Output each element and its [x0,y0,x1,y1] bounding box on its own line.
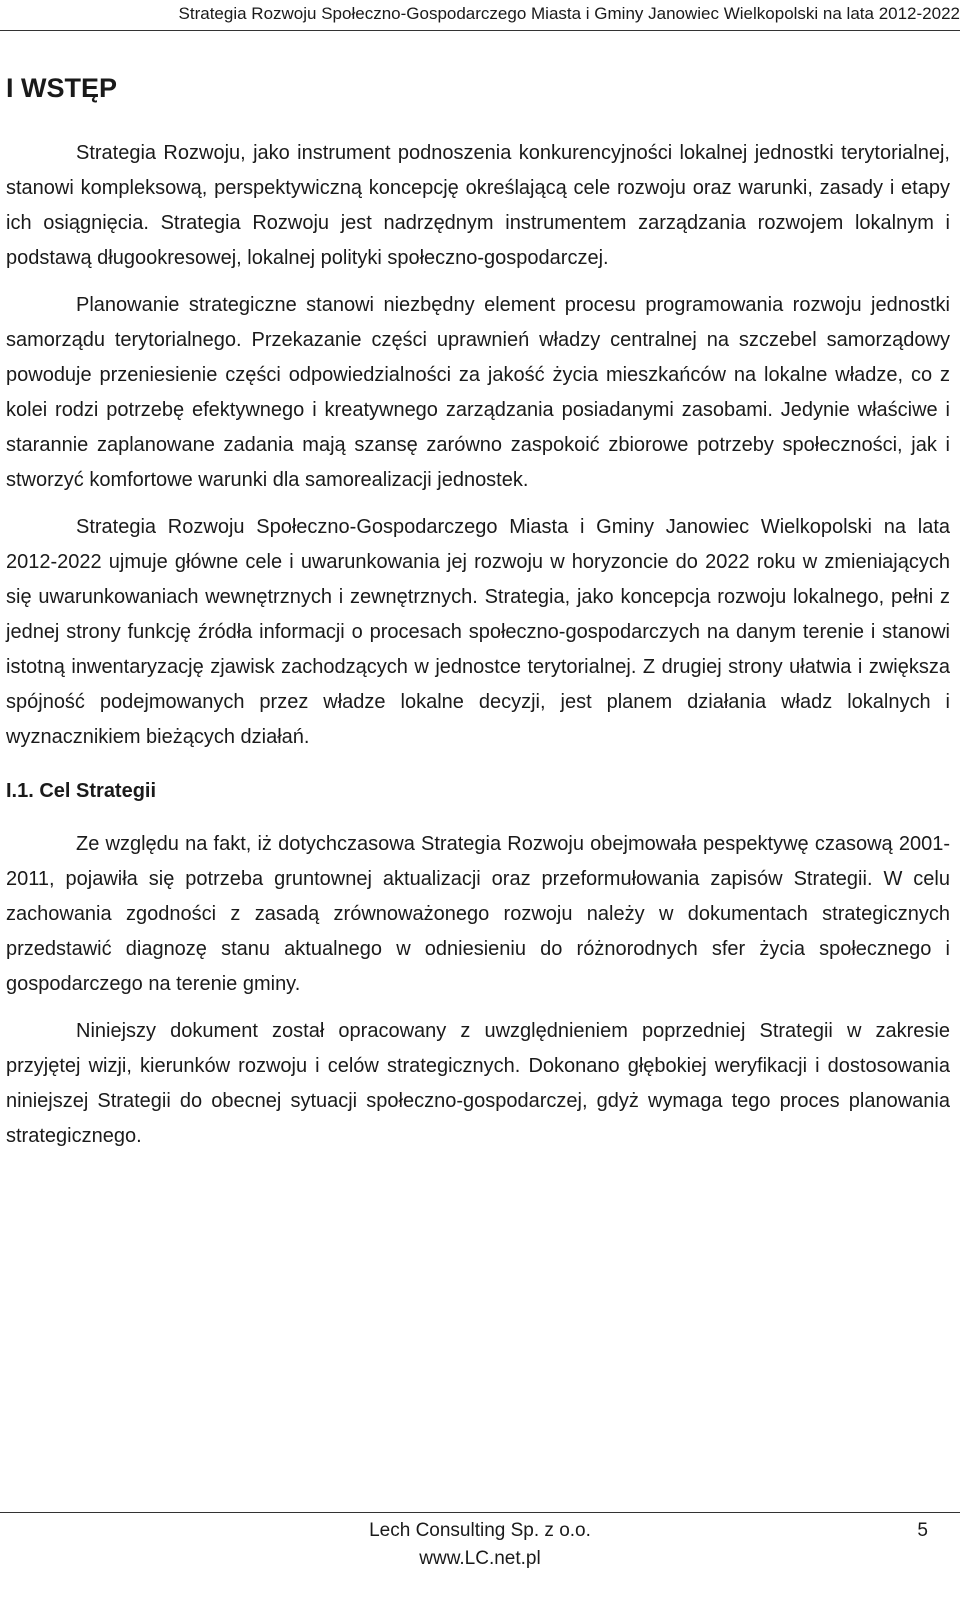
footer-url: www.LC.net.pl [419,1548,541,1569]
paragraph: Niniejszy dokument został opracowany z uwzględnieniem poprzedniej Strategii w zakresie przyjętej wizji, kierunków rozwoju i celów strategicznych. Dokonano głębokiej weryfikacji i dostosowania niniejszej Strategii do obecnej sytuacji społeczno-gospodarczej, gdyż wymaga tego proces planowania strategicznego. [6,1020,950,1147]
section-title: I WSTĘP [6,73,118,103]
page-body [6,68,950,1166]
page-number: 5 [917,1520,928,1541]
footer-company: Lech Consulting Sp. z o.o. [369,1520,591,1541]
paragraph: Ze względu na fakt, iż dotychczasowa Strategia Rozwoju obejmowała pespektywę czasową 2001-2011, pojawiła się potrzeba gruntownej aktualizacji oraz przeformułowania zapisów Strategii. W celu zachowania zgodności z zasadą zrównoważonego rozwoju należy w dokumentach strategicznych przedstawić diagnozę stanu aktualnego w odniesieniu do różnorodnych sfer życia społecznego i gospodarczego na terenie gminy. [6,833,950,995]
subsection-title: I.1. Cel Strategii [6,780,157,802]
paragraph: Strategia Rozwoju Społeczno-Gospodarczego Miasta i Gminy Janowiec Wielkopolski na lata 2012-2022 ujmuje główne cele i uwarunkowania jej rozwoju w horyzoncie do 2022 roku w zmieniających się uwarunkowaniach wewnętrznych i zewnętrznych. Strategia, jako koncepcja rozwoju lokalnego, pełni z jednej strony funkcję źródła informacji o procesach społeczno-gospodarczych na danym terenie i stanowi istotną inwentaryzację zjawisk zachodzących w jednostce terytorialnej. Z drugiej strony ułatwia i zwiększa spójność podejmowanych przez władze lokalne decyzji, jest planem działania władz lokalnych i wyznacznikiem bieżących działań. [6,516,950,748]
footer-divider [0,1512,960,1513]
paragraph: Strategia Rozwoju, jako instrument podnoszenia konkurencyjności lokalnej jednostki terytorialnej, stanowi kompleksową, perspektywiczną koncepcję określającą cele rozwoju oraz warunki, zasady i etapy ich osiągnięcia. Strategia Rozwoju jest nadrzędnym instrumentem zarządzania rozwojem lokalnym i podstawą długookresowej, lokalnej polityki społeczno-gospodarczej. [6,142,950,269]
header-divider [0,30,960,31]
running-header: Strategia Rozwoju Społeczno-Gospodarczego Miasta i Gminy Janowiec Wielkopolski na lata 2012-2022 [178,4,960,23]
paragraph: Planowanie strategiczne stanowi niezbędny element procesu programowania rozwoju jednostki samorządu terytorialnego. Przekazanie części uprawnień władzy centralnej na szczebel samorządowy powoduje przeniesienie części odpowiedzialności za jakość życia mieszkańców na lokalne władze, co z kolei rodzi potrzebę efektywnego i kreatywnego zarządzania posiadanymi zasobami. Jedynie właściwe i starannie zaplanowane zadania mają szansę zarówno zaspokoić zbiorowe potrzeby społeczności, jak i stworzyć komfortowe warunki dla samorealizacji jednostek. [6,294,950,491]
